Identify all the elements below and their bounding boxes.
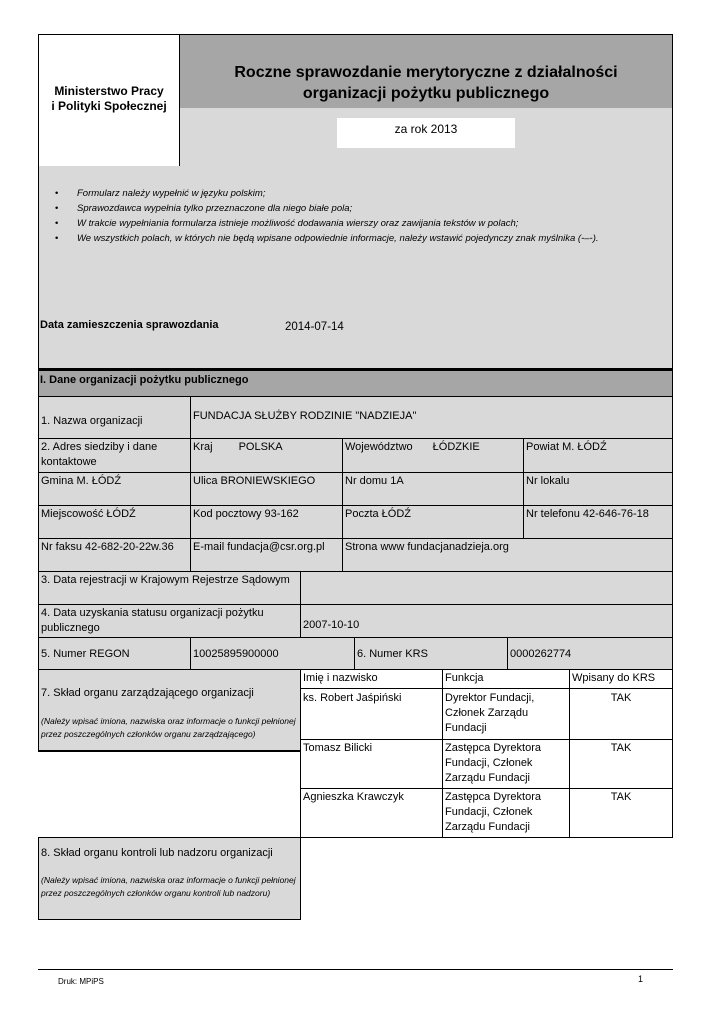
publication-date-label: Data zamieszczenia sprawozdania (40, 319, 219, 331)
voivodeship-field[interactable] (345, 440, 480, 455)
city-field[interactable]: Miejscowość ŁÓDŹ (41, 508, 136, 520)
col-divider (190, 397, 191, 438)
mgmt-col-divider (442, 669, 443, 837)
instructions-box (38, 166, 673, 288)
mgmt-header-function: Funkcja (445, 672, 484, 684)
ministry-name (39, 84, 179, 114)
website-field[interactable]: Strona www fundacjanadzieja.org (345, 541, 509, 553)
row-divider (38, 637, 673, 638)
house-number-field[interactable]: Nr domu 1A (345, 475, 404, 487)
management-left-bottom (38, 751, 300, 752)
org-name-value[interactable]: FUNDACJA SŁUŻBY RODZINIE "NADZIEJA" (193, 410, 417, 422)
street-field[interactable]: Ulica BRONIEWSKIEGO (193, 475, 316, 487)
fax-field[interactable]: Nr faksu 42-682-20-22w.36 (41, 541, 174, 553)
opp-status-value[interactable]: 2007-10-10 (303, 619, 360, 631)
phone-field[interactable]: Nr telefonu 42-646-76-18 (526, 508, 649, 520)
mgmt-row-divider (300, 739, 673, 740)
country-value: POLSKA (238, 441, 283, 453)
management-note: (Należy wpisać imiona, nazwiska oraz informacje o funkcji pełnionej przez poszczególnych członków organu zarządzającego) (41, 716, 296, 739)
post-office-field[interactable]: Poczta ŁÓDŹ (345, 508, 412, 520)
ministry-line-1: Ministerstwo Pracy (54, 84, 164, 98)
page-number: 1 (638, 974, 644, 984)
instruction-item: • W trakcie wypełniania formularza istnieje możliwość dodawania wierszy oraz zawijania tekstów w polach; (39, 216, 672, 231)
flat-number-field[interactable]: Nr lokalu (526, 475, 570, 487)
member-function[interactable]: Dyrektor Fundacji, Członek Zarządu Fundacji (445, 692, 535, 734)
publication-date-value[interactable]: 2014-07-14 (285, 321, 344, 333)
row-divider (38, 472, 673, 473)
krs-number-value[interactable]: 0000262774 (510, 648, 572, 660)
management-right-edge (672, 669, 673, 837)
ministry-line-2: i Polityki Społecznej (51, 99, 167, 113)
address-label: 2. Adres siedziby i dane kontaktowe (41, 441, 158, 468)
country-field[interactable] (193, 440, 283, 455)
member-name[interactable]: ks. Robert Jaśpiński (303, 692, 402, 704)
opp-status-label: 4. Data uzyskania statusu organizacji pożytku publicznego (41, 607, 264, 634)
email-field[interactable]: E-mail fundacja@csr.org.pl (193, 541, 325, 553)
management-left-bg (39, 751, 300, 837)
krs-number-label: 6. Numer KRS (357, 648, 428, 660)
management-label: 7. Skład organu zarządzającego organizacji (41, 687, 254, 699)
mgmt-row-divider (300, 688, 673, 689)
report-year-field[interactable] (337, 118, 515, 148)
member-function[interactable]: Zastępca Dyrektora Fundacji, Członek Zarządu Fundacji (445, 742, 541, 784)
commune-field[interactable]: Gmina M. ŁÓDŹ (41, 475, 122, 487)
footer-print-label: Druk: MPiPS (58, 977, 104, 986)
col-divider (190, 637, 191, 669)
mgmt-row-divider (300, 788, 673, 789)
col-divider (523, 438, 524, 538)
county-field[interactable]: Powiat M. ŁÓDŹ (526, 441, 607, 453)
voivodeship-label: Województwo (345, 441, 413, 453)
mgmt-header-name: Imię i nazwisko (303, 672, 378, 684)
supervision-note: (Należy wpisać imiona, nazwiska oraz informacje o funkcji pełnionej przez poszczególnych członków organu kontroli lub nadzoru) (41, 875, 296, 898)
postal-code-field[interactable]: Kod pocztowy 93-162 (193, 508, 299, 520)
instructions-list (39, 186, 672, 246)
col-divider (507, 637, 508, 669)
supervision-label: 8. Skład organu kontroli lub nadzoru organizacji (41, 847, 273, 859)
member-name[interactable]: Agnieszka Krawczyk (303, 791, 404, 803)
row-divider (38, 604, 673, 605)
form-title (180, 62, 672, 104)
member-krs[interactable]: TAK (610, 791, 632, 803)
col-divider (342, 438, 343, 571)
row-divider (38, 538, 673, 539)
instruction-item: • Formularz należy wypełnić w języku polskim; (39, 186, 672, 201)
member-function[interactable]: Zastępca Dyrektora Fundacji, Członek Zarządu Fundacji (445, 791, 541, 833)
regon-value[interactable]: 10025895900000 (193, 648, 279, 660)
form-title-line-1: Roczne sprawozdanie merytoryczne z działalności (234, 64, 618, 81)
krs-registration-label: 3. Data rejestracji w Krajowym Rejestrze Sądowym (41, 574, 290, 586)
instruction-item: • We wszystkich polach, w których nie będą wpisane odpowiednie informacje, należy wstawić pojedynczy znak myślnika (-–-). (39, 231, 672, 246)
mgmt-header-krs: Wpisany do KRS (572, 672, 656, 684)
krs-registration-value[interactable] (301, 572, 672, 604)
voivodeship-value: ŁÓDZKIE (432, 441, 480, 453)
instruction-item: • Sprawozdawca wypełnia tylko przeznaczone dla niego białe pola; (39, 201, 672, 216)
country-label: Kraj (193, 441, 213, 453)
mgmt-row-divider (300, 837, 673, 838)
regon-label: 5. Numer REGON (41, 648, 130, 660)
org-name-label: 1. Nazwa organizacji (41, 415, 143, 427)
report-year-value: za rok 2013 (394, 122, 458, 136)
member-krs[interactable]: TAK (610, 692, 632, 704)
member-krs[interactable]: TAK (610, 742, 632, 754)
col-divider (354, 637, 355, 669)
footer-rule (38, 969, 673, 970)
member-name[interactable]: Tomasz Bilicki (303, 742, 373, 754)
row-divider (38, 505, 673, 506)
section-1-title: I. Dane organizacji pożytku publicznego (40, 374, 249, 386)
form-title-line-2: organizacji pożytku publicznego (302, 85, 550, 102)
management-left-edge (38, 669, 39, 752)
col-divider (190, 438, 191, 571)
row-divider (38, 438, 673, 439)
